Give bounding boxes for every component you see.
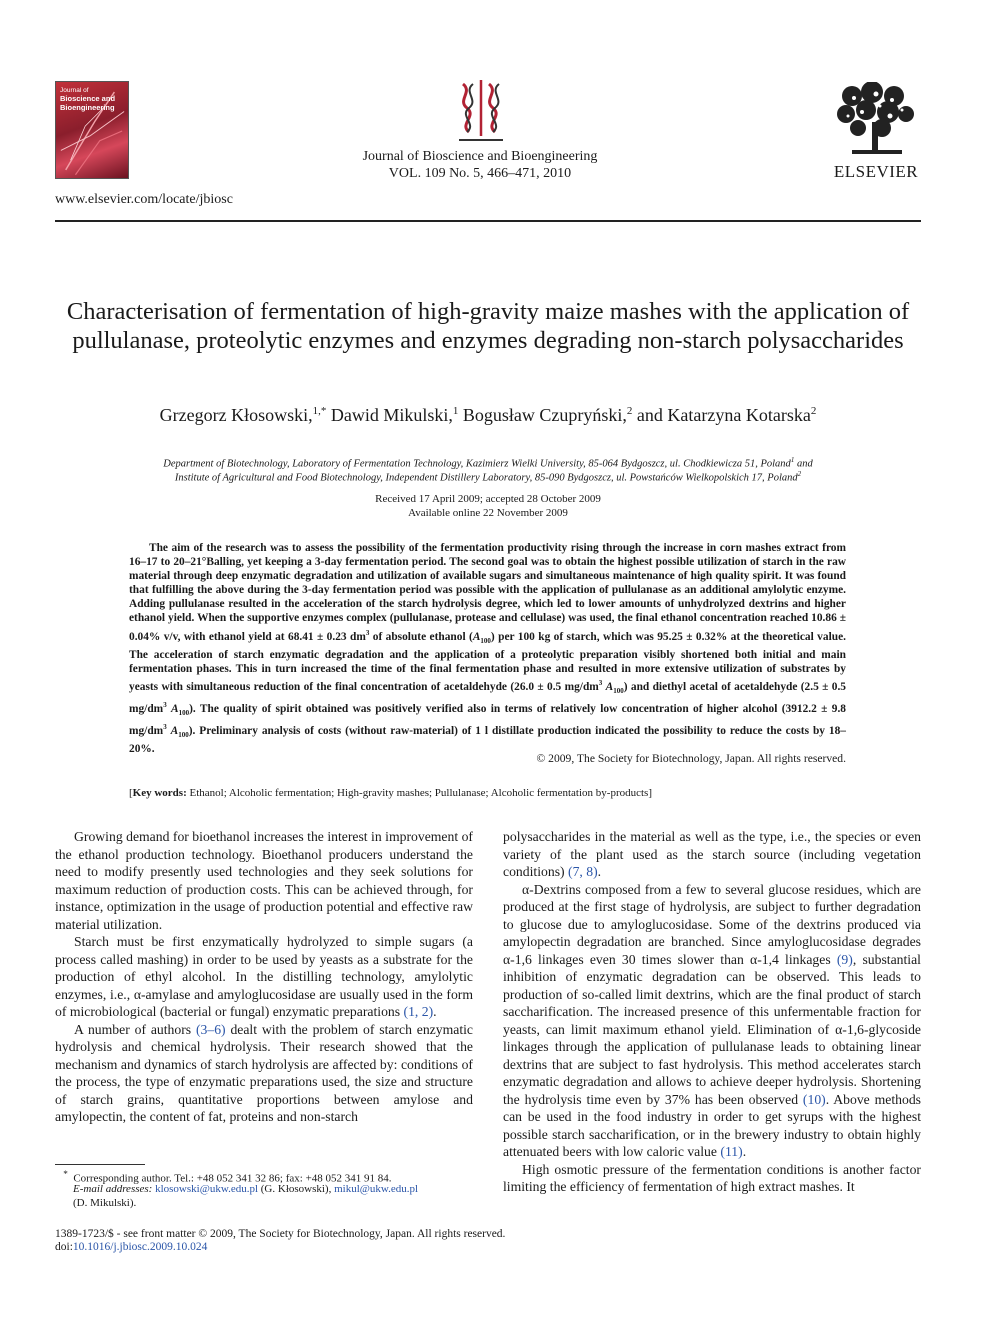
corresponding-author-note: * Corresponding author. Tel.: +48 052 341 32 86; fax: +48 052 341 91 84. [63,1169,392,1185]
journal-volume: VOL. 109 No. 5, 466–471, 2010 [388,166,572,181]
author-1: Grzegorz Kłosowski,$^{1,*}$ [159,405,327,425]
email-name-2: (D. Mikulski). [73,1197,137,1209]
body-paragraph: High osmotic pressure of the fermentation conditions is another factor limiting the efficiency of fermentation of high extract mashes. It [503,1161,921,1194]
cover-title-line3: Bioengineering [60,102,115,112]
article-title: Characterisation of fermentation of high-gravity maize mashes with the application of pullulanase, proteolytic enzymes and enzymes degrading non-starch polysaccharides [66,298,910,354]
doi-line: doi:10.1016/j.jbiosc.2009.10.024 [55,1241,208,1253]
body-left-column [55,828,473,1126]
author-3: Bogusław Czupryński,$^2$ [462,405,633,425]
society-dna-logo [455,80,507,144]
affiliation-2: Institute of Agricultural and Food Biotechnology, Independent Distillery Laboratory, 85-090 Bydgoszcz, ul. Powstańców Wielkopolskich 17, Poland$^2$ [174,470,802,484]
author-list [60,405,916,426]
doi-link[interactable]: 10.1016/j.jbiosc.2009.10.024 [72,1241,208,1253]
body-paragraph: Growing demand for bioethanol increases the interest in improvement of the ethanol production technology. Bioethanol producers understand the need to modify presently used technologies and they seek solutions for maximum reduction of production costs. This can be achieved through, for instance, optimization in the usage of production potential and effective raw material utilization. [55,829,473,932]
keywords: [Key words: Ethanol; Alcoholic fermentation; High-gravity mashes; Pullulanase; Alcoholic fermentation by-products] [129,787,653,799]
footnote-divider [55,1164,145,1165]
journal-name: Journal of Bioscience and Bioengineering [362,149,598,164]
affiliation-1: Department of Biotechnology, Laboratory of Fermentation Technology, Kazimierz Wielki University, 85-064 Bydgoszcz, ul. Chodkiewicza 51, Poland$^1$ and [163,456,813,470]
cover-title [60,88,115,112]
elsevier-tree-logo [832,82,918,158]
citation-link[interactable]: (1, 2) [403,1004,434,1019]
body-paragraph: Starch must be first enzymatically hydrolyzed to simple sugars (a process called mashing) in order to be used by yeasts as a substrate for the production of ethyl alcohol. In the distilling technology, amylolytic enzymes, i.e., α-amylase and amyloglucosidase are usually used in the form of microbiological (bacterial or fungal) enzymatic preparations (1, 2). [55,934,473,1019]
citation-link[interactable]: (9) [836,951,853,967]
citation-link[interactable]: (7, 8) [568,864,598,879]
received-dates: Received 17 April 2009; accepted 28 October 2009 [375,493,601,505]
publisher-wordmark: ELSEVIER [833,162,919,181]
author-2: Dawid Mikulski,$^1$ [330,405,459,425]
email-link[interactable]: klosowski@ukw.edu.pl [155,1183,259,1195]
journal-cover-image [55,81,129,179]
author-4: and Katarzyna Kotarska$^2$ [636,405,817,425]
body-paragraph: α-Dextrins composed from a few to several glucose residues, which are produced at the first stage of hydrolysis, are subject to further degradation to glucose due to amyloglucosidase. Some of the dextrins produced via amylopectin degradation are branched. Since amyloglucosidase degrades α-1,6 linkages even 30 times slower than α-1,4 linkages (9), substantial inhibition of enzymatic degradation can be observed. This leads to production of so-called limit dextrins, which are the final product of starch saccharification. The increased presence of this unfermentable fraction for yeasts, can limit maximum ethanol yield. Elimination of α-1,6-glycoside linkages through the application of pullulanase leads to obtaining linear dextrins that are subject to fast hydrolysis. This method accelerates starch enzymatic degradation and allows to achieve deeper hydrolysis. Shortening the hydrolysis time even by 37% has been observed (10). Above methods can be used in the food industry in order to get syrups with the highest possible starch saccharification, or in the brewery industry to obtain highly attenuated beers with low caloric value (11). [503,881,921,1159]
citation-link[interactable]: (3–6) [195,1021,226,1037]
email-link[interactable]: mikul@ukw.edu.pl [334,1183,419,1195]
citation-link[interactable]: (10) [802,1091,826,1107]
header-divider [55,220,921,222]
body-paragraph: polysaccharides in the material as well as the type, i.e., the species or even variety of the plant used as the starch source (including vegetation conditions) (7, 8). [503,829,921,879]
body-paragraph: A number of authors (3–6) dealt with the problem of starch enzymatic hydrolysis and chemical hydrolysis. Their research showed that the mechanism and dynamics of starch hydrolysis are affected by: conditions of the process, the type of enzymatic preparations used, the size and structure of starch grains, quantitative proportions between amylose and amylopectin, the content of fat, proteins and non-starch [55,1021,473,1124]
email-addresses: E-mail addresses: klosowski@ukw.edu.pl (G. Kłosowski), mikul@ukw.edu.pl [73,1183,419,1195]
journal-url[interactable]: www.elsevier.com/locate/jbiosc [55,192,233,207]
abstract: The aim of the research was to assess the possibility of the fermentation productivity rising through the increase in corn mashes extract from 16–17 to 20–21°Balling, yet keeping a 3-day fermentation period. The second goal was to obtain the highest possible utilization of starch in the raw material through deep enzymatic degradation and utilization of available sugars and simultaneous maintenance of high quality spirit. It was found that fulfilling the above during the 3-day fermentation period was possible with the application of pullulanase as an additional amylolytic enzyme. Adding pullulanase resulted in the acceleration of the starch hydrolysis degree, which led to lower amounts of unhydrolyzed dextrins and higher ethanol yield. When the supportive enzymes complex (pullulanase, protease and cellulase) was used, the final ethanol concentration reached 10.86 ± 0.04% v/v, with ethanol yield at 68.41 ± 0.23 $dm^3$ of absolute ethanol $(A_{100})$ per 100 kg of starch, which was 95.25 ± 0.32% at the theoretical value. The acceleration of starch enzymatic degradation and the application of a proteolytic preparation visibly shortened both initial and main fermentation phases. This in turn increased the time of the final fermentation phase and resulted in more extensive utilization of substrates by yeasts with simultaneous reduction of the final concentration of acetaldehyde (26.0 ± 0.5 $mg/dm^3$ $A_{100}$) and diethyl acetal of acetaldehyde (2.5 ± 0.5 $mg/dm^3$ $A_{100}$). The quality of spirit obtained was positively verified also in terms of relatively low concentration of higher alcohol (3912.2 ± 9.8 $mg/dm^3$ $A_{100}$). Preliminary analysis of costs (without raw-material) of 1 l distillate production indicated the possibility to reduce the costs by 18–20%. [129,542,846,756]
body-right-column [503,828,921,1196]
cover-title-line2: Bioscience and [60,93,116,103]
cover-title-line1: Journal of [60,87,89,94]
citation-link[interactable]: (11) [720,1144,743,1159]
issn-line: 1389-1723/$ - see front matter © 2009, The Society for Biotechnology, Japan. All rights reserved. [55,1228,506,1240]
abstract-copyright: © 2009, The Society for Biotechnology, Japan. All rights reserved. [536,752,846,765]
available-online: Available online 22 November 2009 [408,507,568,519]
